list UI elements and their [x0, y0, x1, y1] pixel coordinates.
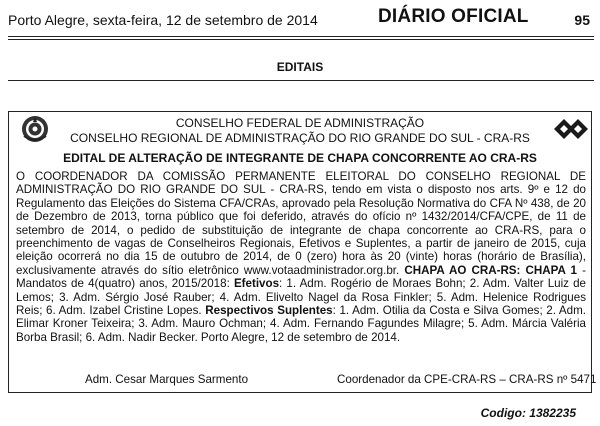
newspaper-title: DIÁRIO OFICIAL	[378, 6, 529, 27]
body-mandate: - Mandatos de 4(quatro) anos, 2015/2018:	[16, 263, 586, 291]
publication-code: Codigo: 1382235	[480, 406, 576, 420]
notice-body	[16, 170, 586, 344]
suplentes-list: : 1. Adm. Otilia da Costa e Silva Gomes; 2. Adm. Elimar Kroner Teixeira; 3. Adm. Mauro Ochman; 4. Adm. Fernando Fagundes Milagre; 5. Adm. Márcia Valéria Borba Brasil; 6. Adm. Nadir Becker. Porto Alegre, 12 de setembro de 2014.	[16, 304, 586, 344]
chapa-label: CHAPA AO CRA-RS: CHAPA 1	[404, 263, 578, 277]
header-rule-bottom	[8, 39, 594, 40]
section-title: EDITAIS	[276, 60, 324, 74]
signer-name: Adm. Cesar Marques Sarmento	[85, 373, 249, 386]
org-line-regional: CONSELHO REGIONAL DE ADMINISTRAÇÃO DO RIO GRANDE DO SUL - CRA-RS	[70, 131, 530, 145]
signer-role: Coordenador da CPE-CRA-RS – CRA-RS nº 5471	[337, 373, 597, 386]
efetivos-label: Efetivos	[233, 277, 280, 291]
body-intro: O COORDENADOR DA COMISSÃO PERMANENTE ELEITORAL DO CONSELHO REGIONAL DE ADMINISTRAÇÃO DO RIO GRANDE DO SUL - CRA-RS, tendo em vista o disposto nos arts. 9º e 12 do Regulamento das Eleições do Sistema CFA/CRAs, aprovado pela Resolução Normativa do CFA Nº 438, de 20 de Dezembro de 2013, torna público que foi deferido, através do ofício nº 1432/2014/CFA/CPE, de 11 de setembro de 2014, o pedido de substituição de integrante de chapa concorrente ao CRA-RS, para o preenchimento de vagas de Conselheiros Regionais, Efetivos e Suplentes, a partir de janeiro de 2015, cuja eleição ocorrerá no dia 15 de outubro de 2014, de 0 (zero) hora às 20 (vinte) horas (horário de Brasília), exclusivamente através do sítio eletrônico www.votaadministrador.org.br.	[16, 170, 586, 277]
section-rule	[8, 80, 594, 81]
place-date: Porto Alegre, sexta-feira, 12 de setembro de 2014	[8, 12, 318, 28]
page-number: 95	[574, 12, 590, 28]
suplentes-label: Respectivos Suplentes	[205, 304, 333, 318]
efetivos-list: : 1. Adm. Rogério de Moraes Bohn; 2. Adm. Valter Luiz de Lemos; 3. Adm. Sérgio José Rauber; 4. Adm. Elivelto Nagel da Rosa Finkler; 5. Adm. Helenice Rodrigues Reis; 6. Adm. Izabel Cristine Lopes.	[16, 277, 586, 318]
org-line-federal: CONSELHO FEDERAL DE ADMINISTRAÇÃO	[175, 116, 425, 130]
page-header	[8, 6, 594, 32]
notice-title: EDITAL DE ALTERAÇÃO DE INTEGRANTE DE CHAPA CONCORRENTE AO CRA-RS	[63, 151, 537, 165]
header-rule-top	[8, 36, 594, 37]
